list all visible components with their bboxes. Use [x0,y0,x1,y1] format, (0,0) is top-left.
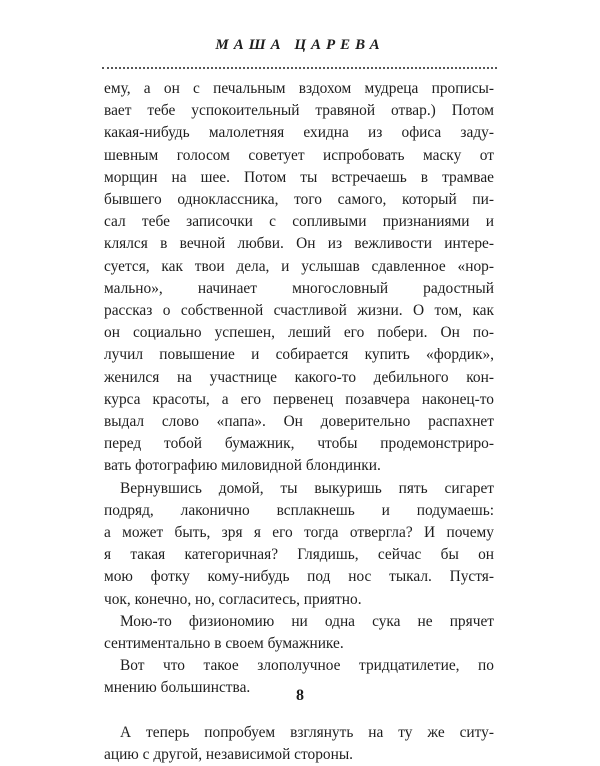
text-line: морщин на шее. Потом ты встречаешь в трамвае [104,168,494,186]
text-line: вать фотографию миловидной блондинки. [104,457,381,475]
text-line: бывшего одноклассника, того самого, который пи- [104,191,494,209]
running-header: МАША ЦАРЕВА [215,37,385,53]
text-line: сентиментально в своем бумажнике. [104,635,344,653]
text-line: я такая категоричная? Глядишь, сейчас бы он [104,546,494,564]
text-line: курса красоты, а его первенец позавчера наконец-то [104,390,494,408]
header-divider [102,67,497,69]
text-line: а может быть, зря я его тогда отвергла? И почему [104,524,494,542]
paragraph-2 [104,478,494,611]
paragraph-5 [104,722,494,766]
text-line: сал тебе записочки с сопливыми признаниями и [104,213,494,231]
text-line: мнению большинства. [104,679,251,697]
text-line: мально», начинает многословный радостный [104,279,494,297]
text-line: мою фотку кому-нибудь под нос тыкал. Пустя- [104,568,494,586]
text-line: клялся в вечной любви. Он из вежливости интере- [104,235,494,253]
page-number: 8 [296,687,304,704]
paragraph-3 [104,611,494,655]
text-line: суется, как твои дела, и услышав сдавленное «нор- [104,257,494,275]
text-line: рассказ о собственной счастливой жизни. О том, как [104,302,494,320]
text-line: Вот что такое злополучное тридцатилетие, по [120,657,494,675]
text-line: вает тебе успокоительный травяной отвар.) Потом [104,102,494,120]
text-line: Вернувшись домой, ты выкуришь пять сигарет [120,479,494,497]
text-line: выдал слово «папа». Он доверительно распахнет [104,413,494,431]
text-line: ему, а он с печальным вздохом мудреца прописы- [104,80,494,97]
text-line: он социально успешен, леший его побери. Он по- [104,324,494,342]
text-line: чок, конечно, но, согласитесь, приятно. [104,590,362,608]
text-line: лучил повышение и собирается купить «фордик», [104,346,494,364]
page-body [104,78,494,766]
text-line: Мою-то физиономию ни одна сука не прячет [120,612,494,630]
text-line: шевным голосом советует испробовать маску от [104,146,494,164]
paragraph-1 [104,78,494,478]
text-line: женился на участнице какого-то дебильного кон- [104,368,494,386]
text-line: какая-нибудь малолетняя ехидна из офиса заду- [104,124,494,142]
text-line: перед тобой бумажник, чтобы продемонстриро- [104,435,494,453]
text-line: А теперь попробуем взглянуть на ту же ситу- [120,723,494,741]
text-line: подряд, лаконично всплакнешь и подумаешь: [104,501,494,519]
text-line: ацию с другой, независимой стороны. [104,746,354,764]
